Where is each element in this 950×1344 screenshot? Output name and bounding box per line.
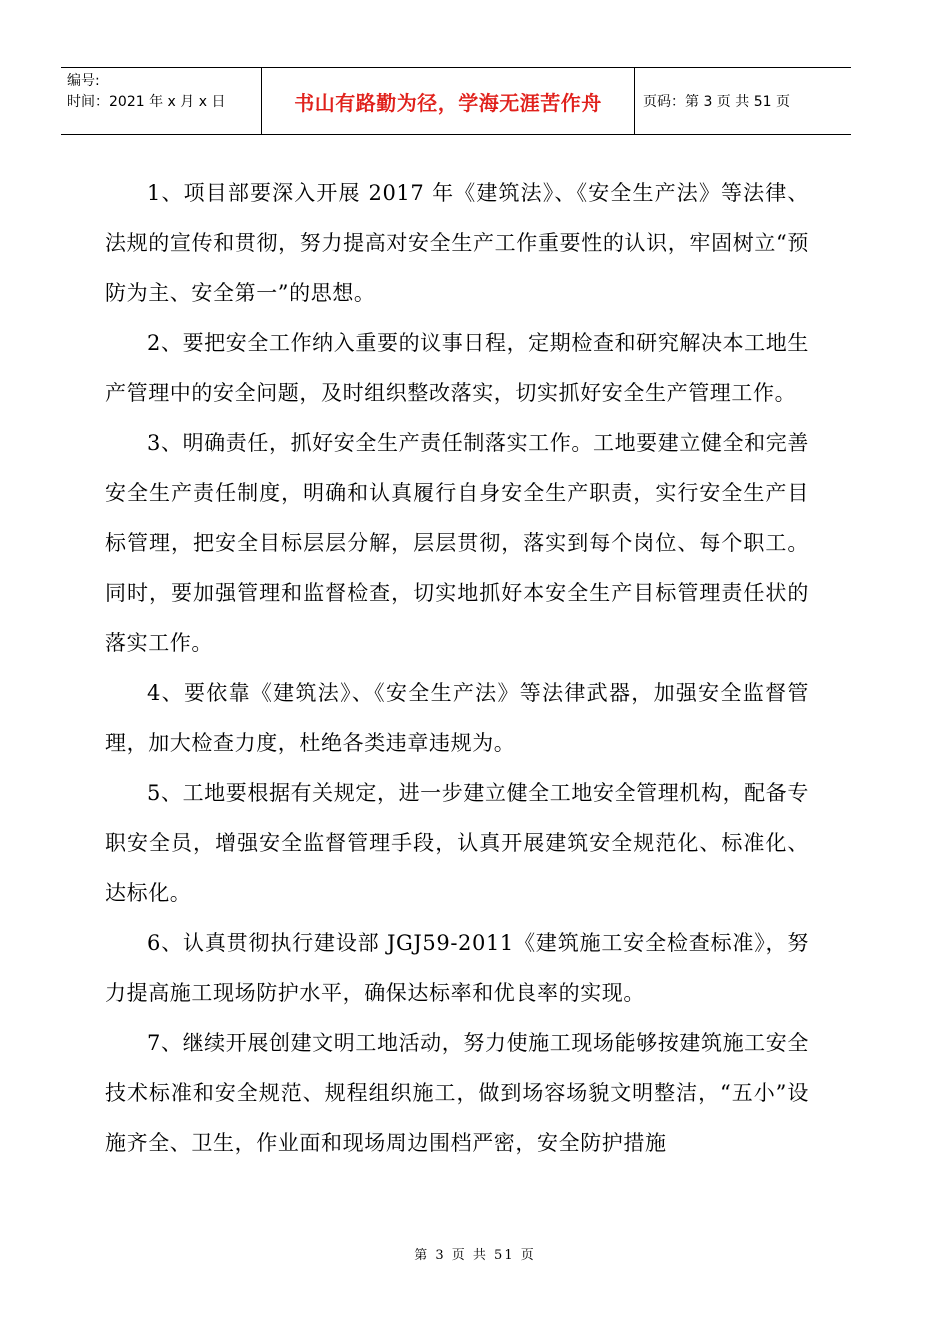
paragraph: 7、继续开展创建文明工地活动，努力使施工现场能够按建筑施工安全技术标准和安全规范、规程组织施工，做到场容场貌文明整洁，“五小”设施齐全、卫生，作业面和现场周边围档严密，安全防护措施 bbox=[105, 1031, 809, 1155]
number-label: 编号: bbox=[67, 73, 100, 89]
paragraph: 4、要依靠《建筑法》、《安全生产法》等法律武器，加强安全监督管理，加大检查力度，杜绝各类违章违规为。 bbox=[105, 681, 809, 755]
paragraph: 3、明确责任，抓好安全生产责任制落实工作。工地要建立健全和完善安全生产责任制度，明确和认真履行自身安全生产职责，实行安全生产目标管理，把安全目标层层分解，层层贯彻，落实到每个岗位、每个职工。同时，要加强管理和监督检查，切实地抓好本安全生产目标管理责任状的落实工作。 bbox=[105, 431, 809, 655]
header-motto-cell bbox=[262, 68, 635, 134]
motto-text: 书山有路勤为径，学海无涯苦作舟 bbox=[294, 90, 602, 115]
header-table bbox=[61, 67, 851, 135]
header-meta-cell bbox=[61, 68, 262, 134]
paragraph: 5、工地要根据有关规定，进一步建立健全工地安全管理机构，配备专职安全员，增强安全监督管理手段，认真开展建筑安全规范化、标准化、达标化。 bbox=[105, 781, 809, 905]
body-content bbox=[105, 168, 809, 1168]
page-info: 页码：第 3 页 共 51 页 bbox=[643, 94, 790, 110]
paragraph: 6、认真贯彻执行建设部 JGJ59-2011《建筑施工安全检查标准》，努力提高施工现场防护水平，确保达标率和优良率的实现。 bbox=[105, 931, 809, 1005]
paragraph: 2、要把安全工作纳入重要的议事日程，定期检查和研究解决本工地生产管理中的安全问题，及时组织整改落实，切实抓好安全生产管理工作。 bbox=[105, 331, 809, 405]
header-page-cell bbox=[635, 68, 851, 134]
time-label: 时间：2021 年 x 月 x 日 bbox=[67, 94, 226, 110]
page-footer: 第 3 页 共 51 页 bbox=[414, 1248, 536, 1263]
paragraph: 1、项目部要深入开展 2017 年《建筑法》、《安全生产法》等法律、法规的宣传和贯彻，努力提高对安全生产工作重要性的认识，牢固树立“预防为主、安全第一”的思想。 bbox=[105, 181, 809, 305]
